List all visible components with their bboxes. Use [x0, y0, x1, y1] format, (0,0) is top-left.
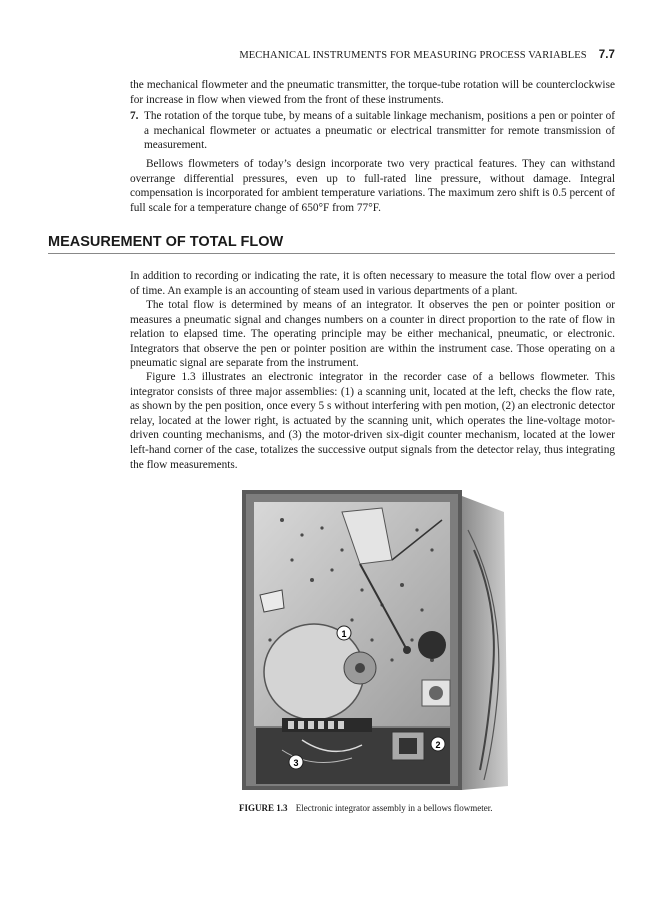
relay-knob [418, 631, 446, 659]
callout-1 [337, 626, 351, 640]
section-paragraph-3: Figure 1.3 illustrates an electronic integrator in the recorder case of a bellows flowmeter. This integrator consists of three major assemblies: (1) a scanning unit, located at the left, checks the flow rate, as shown by the pen position, once every 5 s without interfering with pen motion, (2) an electronic detector relay, located at the lower right, is actuated by the scanning unit, which operates the line-voltage motor-driven counting mechanisms, and (3) the motor-driven six-digit counter mechanism, located at the lower left-hand corner of the case, totalizes the successive output signals from the detector relay, thus integrating the flow measurements. [130, 371, 616, 471]
figure-caption-text: Electronic integrator assembly in a bellows flowmeter. [295, 803, 493, 813]
figure-photo [242, 490, 512, 790]
callout-3-label: 3 [293, 758, 299, 768]
section-paragraph-2: The total flow is determined by means of an integrator. It observes the pen or pointer position or measures a pneumatic signal and changes numbers on a counter in direct proportion to the rate of flow in relation to elapsed time. The operating principle may be either mechanical, pneumatic, or electronic. Integrators that observe the pen or pointer position are within the instrument case. Those operating on a pneumatic signal are separate from the instrument. [130, 299, 615, 370]
callout-1-label: 1 [341, 629, 347, 639]
running-title: MECHANICAL INSTRUMENTS FOR MEASURING PROCESS VARIABLES [239, 50, 587, 61]
item-text: The rotation of the torque tube, by means of a suitable linkage mechanism, positions a pen or pointer of a mechanical flowmeter or actuates a pneumatic or electrical transmitter for remote transmission of measurement. [144, 110, 615, 152]
numbered-item-7 [130, 109, 615, 153]
item-number: 7. [130, 110, 139, 122]
figure-label: FIGURE 1.3 [239, 803, 288, 813]
integrator-photo [242, 490, 512, 790]
running-head [239, 49, 615, 61]
callout-2-label: 2 [435, 740, 441, 750]
figure-caption [239, 803, 492, 813]
section-paragraph-1: In addition to recording or indicating the rate, it is often necessary to measure the total flow over a period of time. An example is an accounting of steam used in various departments of a plant. [130, 270, 615, 297]
section-heading: MEASUREMENT OF TOTAL FLOW [48, 234, 615, 254]
page-number: 7.7 [598, 49, 615, 61]
callout-3 [289, 755, 303, 769]
bellows-paragraph: Bellows flowmeters of today’s design incorporate two very practical features. They can withstand overrange differential pressures, even up to full-rated line pressure, without damage. Integral compensation is incorporated for ambient temperature variations. The maximum zero shift is 0.5 percent of full scale for a temperature change of 650°F from 77°F. [130, 158, 615, 214]
continuation-paragraph: the mechanical flowmeter and the pneumatic transmitter, the torque-tube rotation will be counterclockwise for increase in flow when viewed from the front of these instruments. [130, 79, 615, 106]
callout-2 [431, 737, 445, 751]
